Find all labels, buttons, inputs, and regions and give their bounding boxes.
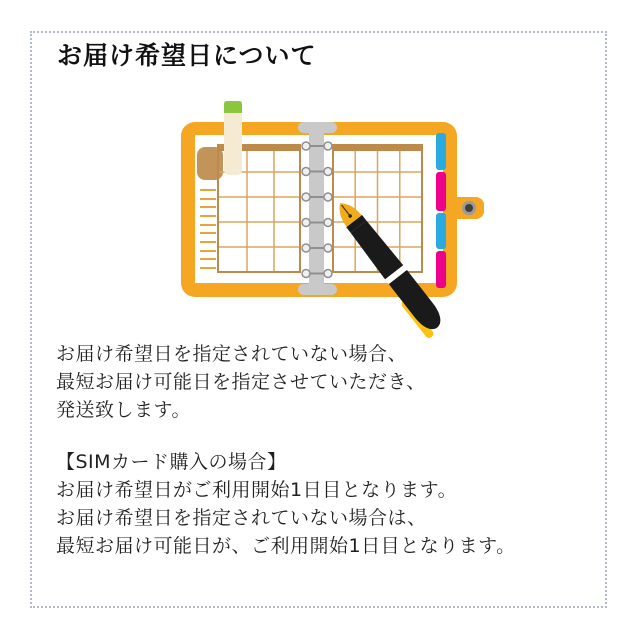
notice-line: お届け希望日を指定されていない場合は、 bbox=[56, 507, 427, 529]
sim-card-notice-paragraph bbox=[56, 448, 516, 560]
notice-line: お届け希望日を指定されていない場合、 bbox=[56, 343, 408, 365]
delivery-notice-paragraph bbox=[56, 340, 426, 424]
index-tab-magenta-1 bbox=[436, 172, 446, 211]
index-tab-blue-2 bbox=[436, 213, 446, 249]
clasp-button-center bbox=[465, 204, 473, 212]
notice-line: 発送致します。 bbox=[56, 399, 191, 421]
pencil-tip-green bbox=[224, 101, 242, 113]
spine-bar bbox=[309, 127, 324, 290]
notice-line: お届け希望日がご利用開始1日目となります。 bbox=[56, 479, 458, 501]
index-tab-magenta-2 bbox=[436, 251, 446, 288]
notice-line: 最短お届け可能日を指定させていただき、 bbox=[56, 371, 426, 393]
index-tab-blue-1 bbox=[436, 133, 446, 170]
notice-line: 最短お届け可能日が、ご利用開始1日目となります。 bbox=[56, 535, 516, 557]
corner-tab bbox=[197, 147, 223, 180]
notice-line: 【SIMカード購入の場合】 bbox=[56, 451, 287, 473]
page-title: お届け希望日について bbox=[57, 41, 317, 70]
